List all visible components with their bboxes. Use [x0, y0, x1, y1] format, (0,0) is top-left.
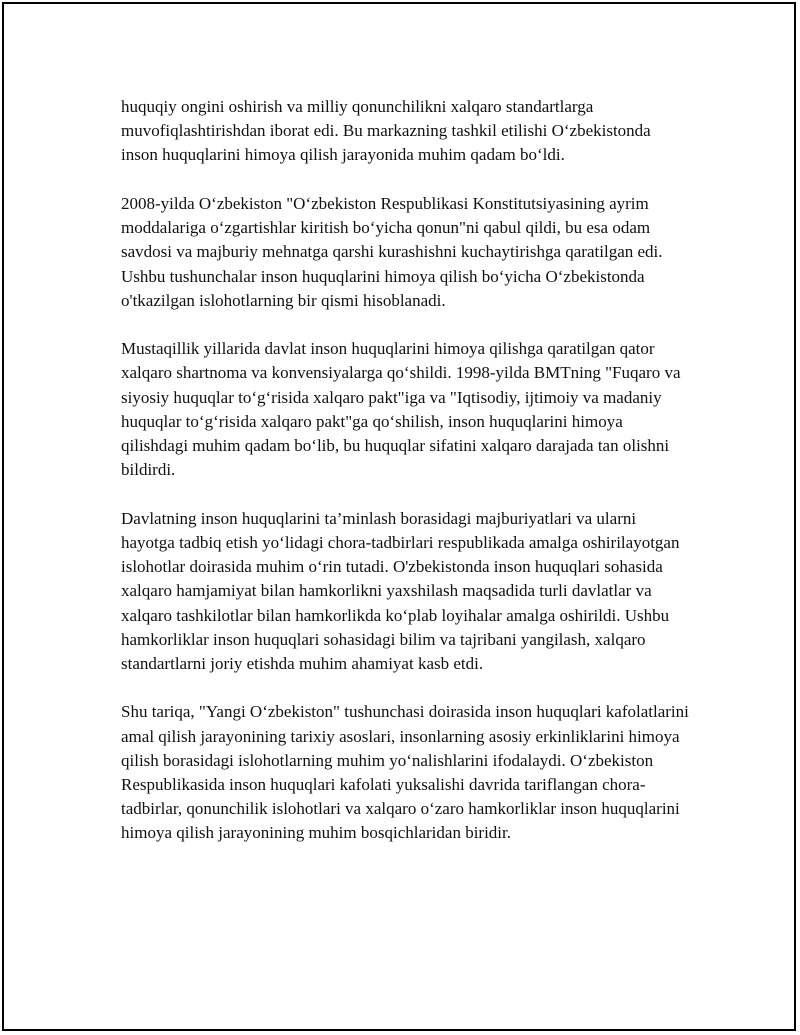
paragraph-2: 2008-yilda O‘zbekiston "O‘zbekiston Respublikasi Konstitutsiyasining ayrim moddalariga o‘zgartishlar kiritish bo‘yicha qonun"ni qabul qildi, bu esa odam savdosi va majburiy mehnatga qarshi kurashishni kuchaytirishga qaratilgan edi. Ushbu tushunchalar inson huquqlarini himoya qilish bo‘yicha O‘zbekistonda o'tkazilgan islohotlarning bir qismi hisoblanadi. — [121, 193, 663, 310]
paragraph-1: huquqiy ongini oshirish va milliy qonunchilikni xalqaro standartlarga muvofiqlashtirishdan iborat edi. Bu markazning tashkil etilishi O‘zbekistonda inson huquqlarini himoya qilish jarayonida muhim qadam bo‘ldi. — [121, 97, 651, 165]
paragraph-5: Shu tariqa, "Yangi O‘zbekiston" tushunchasi doirasida inson huquqlari kafolatlarini amal qilish jarayonining tarixiy asoslari, insonlarning asosiy erkinliklarini himoya qilish borasidagi islohotlarning muhim yo‘nalishlarini ifodalaydi. O‘zbekiston Respublikasida inson huquqlari kafolati yuksalishi davrida tariflangan chora-tadbirlar, qonunchilik islohotlari va xalqaro o‘zaro hamkorliklar inson huquqlarini himoya qilish jarayonining muhim bosqichlaridan biridir. — [121, 702, 689, 843]
document-body — [121, 95, 691, 870]
document-page — [2, 2, 796, 1031]
paragraph-3: Mustaqillik yillarida davlat inson huquqlarini himoya qilishga qaratilgan qator xalqaro shartnoma va konvensiyalarga qo‘shildi. 1998-yilda BMTning "Fuqaro va siyosiy huquqlar to‘g‘risida xalqaro pakt"iga va "Iqtisodiy, ijtimoiy va madaniy huquqlar to‘g‘risida xalqaro pakt"ga qo‘shilish, inson huquqlarini himoya qilishdagi muhim qadam bo‘lib, bu huquqlar sifatini xalqaro darajada tan olishni bildirdi. — [121, 339, 681, 480]
paragraph-4: Davlatning inson huquqlarini ta’minlash borasidagi majburiyatlari va ularni hayotga tadbiq etish yo‘lidagi chora-tadbirlari respublikada amalga oshirilayotgan islohotlar doirasida muhim o‘rin tutadi. O'zbekistonda inson huquqlari sohasida xalqaro hamjamiyat bilan hamkorlikni yaxshilash maqsadida turli davlatlar va xalqaro tashkilotlar bilan hamkorlikda ko‘plab loyihalar amalga oshirildi. Ushbu hamkorliklar inson huquqlari sohasidagi bilim va tajribani yangilash, xalqaro standartlarni joriy etishda muhim ahamiyat kasb etdi. — [121, 508, 680, 673]
